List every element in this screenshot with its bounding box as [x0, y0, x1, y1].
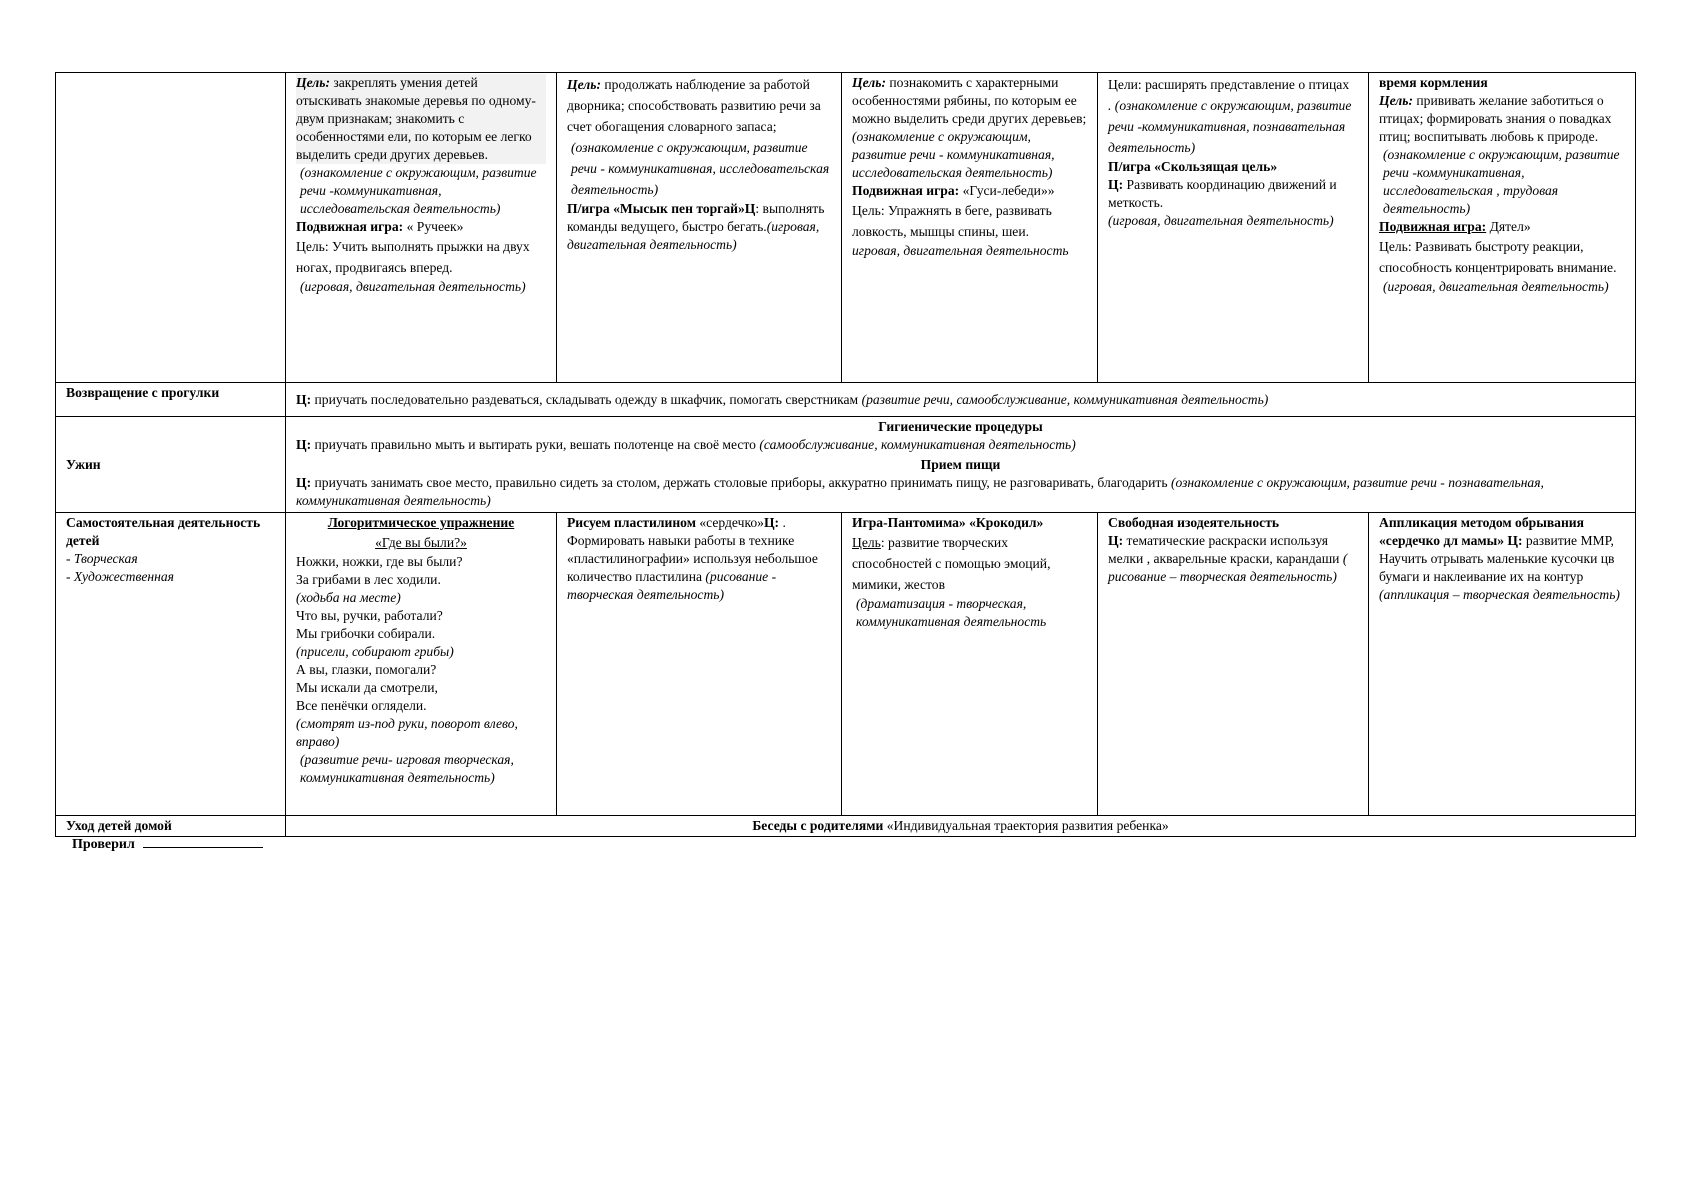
walk-cell-3	[842, 73, 1098, 383]
plan-table	[55, 72, 1636, 837]
walk-c5-title: время кормления	[1379, 75, 1488, 90]
walk-c3-game: Подвижная игра: «Гуси-лебеди»»	[852, 183, 1055, 198]
return-cell: Ц: приучать последовательно раздеваться, складывать одежду в шкафчик, помогать сверстникам (развитие речи, самообслуживание, коммуникативная деятельность)	[286, 383, 1636, 417]
walk-c4-game-goal: Ц: Развивать координацию движений и меткость.	[1108, 177, 1337, 210]
signature-line	[143, 835, 263, 848]
walk-c5-game: Подвижная игра: Дятел»	[1379, 219, 1531, 234]
supper-hygiene-heading: Гигиенические процедуры	[878, 419, 1043, 434]
walk-cell-1	[286, 73, 557, 383]
walk-c5-game-note: (игровая, двигательная деятельность)	[1383, 279, 1609, 294]
walk-c3-game-goal: Цель: Упражнять в беге, развивать ловкость, мышцы спины, шеи.	[852, 203, 1052, 239]
walk-c2-game: П/игра «Мысык пен торгай»Ц: выполнять команды ведущего, быстро бегать.(игровая, двигательная деятельность)	[567, 201, 825, 252]
logorhythm-title: Логоритмическое упражнение	[327, 515, 515, 530]
walk-c4-game: П/игра «Скользящая цель»	[1108, 159, 1278, 174]
walk-c2-note: (ознакомление с окружающим, развитие речи - коммуникативная, исследовательская деятельность)	[571, 140, 830, 197]
walk-row	[56, 73, 1636, 383]
walk-c3-game-note: игровая, двигательная деятельность	[852, 243, 1069, 258]
poem-note: (присели, собирают грибы)	[296, 644, 454, 659]
checked-by	[72, 835, 263, 853]
walk-c1-game-note: (игровая, двигательная деятельность)	[300, 279, 526, 294]
pantomime-note: (драматизация - творческая, коммуникативная деятельность	[856, 596, 1047, 629]
walk-label-cell	[56, 73, 286, 383]
free-art-title: Свободная изодеятельность	[1108, 515, 1280, 530]
walk-c4-goal: Цели: расширять представление о птицах	[1108, 77, 1350, 92]
logorhythm-subtitle: «Где вы были?»	[375, 535, 467, 550]
walk-c5-goal: Цель: прививать желание заботиться о птицах; формировать знания о повадках птиц; воспитывать любовь к природе.	[1379, 93, 1612, 144]
home-cell: Беседы с родителями «Индивидуальная траектория развития ребенка»	[286, 816, 1636, 837]
home-label: Уход детей домой	[56, 816, 286, 837]
poem-line: Мы грибочки собирали.	[296, 626, 436, 641]
independent-cell-5: Аппликация методом обрывания «сердечко дл мамы» Ц: развитие ММР, Научить отрывать маленькие кусочки цв бумаги и наклеивание их на контур (аппликация – творческая деятельность)	[1369, 513, 1636, 816]
return-label: Возвращение с прогулки	[56, 383, 286, 417]
home-row	[56, 816, 1636, 837]
return-row	[56, 383, 1636, 417]
pantomime-goal: Цель: развитие творческих способностей с помощью эмоций, мимики, жестов	[852, 535, 1051, 592]
walk-c3-note: (ознакомление с окружающим, развитие речи - коммуникативная, исследовательская деятельность)	[852, 129, 1055, 180]
walk-c1-note: (ознакомление с окружающим, развитие речи -коммуникативная, исследовательская деятельность)	[300, 165, 537, 216]
supper-meal-heading: Прием пищи	[920, 457, 1001, 472]
walk-cell-5	[1369, 73, 1636, 383]
independent-cell-1	[286, 513, 557, 816]
poem-line: За грибами в лес ходили.	[296, 572, 441, 587]
walk-cell-4	[1098, 73, 1369, 383]
walk-c4-note: . (ознакомление с окружающим, развитие речи -коммуникативная, познавательная деятельность)	[1108, 98, 1352, 155]
independent-label-cell	[56, 513, 286, 816]
supper-cell	[286, 417, 1636, 513]
poem-note: (смотрят из-под руки, поворот влево, вправо)	[296, 716, 518, 749]
independent-cell-2: Рисуем пластилином «сердечко»Ц: . Формировать навыки работы в технике «пластилинографии» используя небольшое количество пластилина (рисование - творческая деятельность)	[557, 513, 842, 816]
walk-c1-goal: Цель: закреплять умения детей отыскивать знакомые деревья по одному-двум признакам; знакомить с особенностями ели, по которым ее легко выделить среди других деревьев.	[296, 74, 546, 164]
supper-hygiene-text: Ц: приучать правильно мыть и вытирать руки, вешать полотенце на своё место (самообслуживание, коммуникативная деятельность)	[296, 437, 1076, 452]
free-art-text: Ц: тематические раскраски используя мелки , акварельные краски, карандаши ( рисование – творческая деятельность)	[1108, 533, 1348, 584]
walk-c5-note: (ознакомление с окружающим, развитие речи -коммуникативная, исследовательская , трудовая деятельность)	[1383, 147, 1620, 216]
walk-c2-goal: Цель: продолжать наблюдение за работой дворника; способствовать развитию речи за счет обогащения словарного запаса;	[567, 77, 821, 134]
plan-page	[55, 72, 1635, 837]
poem-line: Что вы, ручки, работали?	[296, 608, 443, 623]
poem-line: Мы искали да смотрели,	[296, 680, 438, 695]
walk-c5-game-goal: Цель: Развивать быстроту реакции, способность концентрировать внимание.	[1379, 239, 1617, 275]
independent-sub-art: - Художественная	[66, 569, 174, 584]
checked-by-label: Проверил	[72, 837, 135, 852]
walk-c3-goal: Цель: познакомить с характерными особенностями рябины, по которым ее можно выделить среди других деревьев;	[852, 75, 1087, 126]
independent-cell-3	[842, 513, 1098, 816]
independent-sub-creative: - Творческая	[66, 551, 138, 566]
poem-activity-note: (развитие речи- игровая творческая, коммуникативная деятельность)	[300, 752, 514, 785]
poem-line: Ножки, ножки, где вы были?	[296, 554, 463, 569]
walk-c4-game-note: (игровая, двигательная деятельность)	[1108, 213, 1334, 228]
walk-c1-game-goal: Цель: Учить выполнять прыжки на двух ногах, продвигаясь вперед.	[296, 239, 530, 275]
poem-note: (ходьба на месте)	[296, 590, 401, 605]
independent-cell-4	[1098, 513, 1369, 816]
supper-meal-text: Ц: приучать занимать свое место, правильно сидеть за столом, держать столовые приборы, аккуратно принимать пищу, не разговаривать, благодарить (ознакомление с окружающим, развитие речи - познавательная, коммуникативная деятельность)	[296, 475, 1544, 508]
walk-c1-game: Подвижная игра: « Ручеек»	[296, 219, 464, 234]
independent-row	[56, 513, 1636, 816]
poem-line: А вы, глазки, помогали?	[296, 662, 437, 677]
walk-cell-2	[557, 73, 842, 383]
supper-label: Ужин	[56, 417, 286, 513]
independent-label: Самостоятельная деятельность детей	[66, 515, 261, 548]
pantomime-title: Игра-Пантомима» «Крокодил»	[852, 515, 1044, 530]
poem-line: Все пенёчки оглядели.	[296, 698, 427, 713]
supper-row	[56, 417, 1636, 513]
